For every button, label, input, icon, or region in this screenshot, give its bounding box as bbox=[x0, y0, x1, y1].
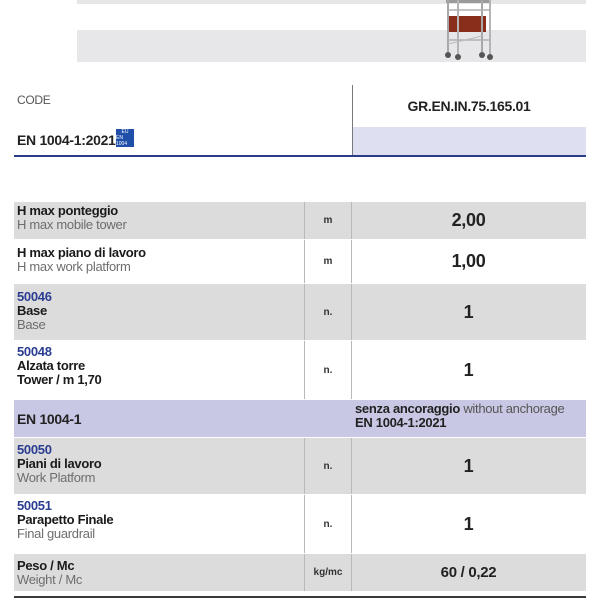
table-row bbox=[14, 495, 586, 554]
row-label bbox=[17, 499, 113, 541]
row-value: 2,00 bbox=[451, 210, 486, 230]
row-unit: m bbox=[304, 202, 352, 239]
table-row bbox=[14, 341, 586, 400]
row-unit: m bbox=[304, 240, 352, 283]
row-label-it: Alzata torre bbox=[17, 358, 85, 373]
product-image-band bbox=[77, 0, 586, 62]
row-value: 1 bbox=[463, 455, 474, 476]
section-row bbox=[14, 400, 586, 438]
row-label bbox=[17, 559, 82, 587]
row-label-en: Final guardrail bbox=[17, 526, 95, 541]
table-row bbox=[14, 554, 586, 592]
row-label-it: Peso / Mc bbox=[17, 558, 75, 573]
section-note-en: without anchorage bbox=[463, 401, 565, 416]
row-unit: kg/mc bbox=[304, 554, 352, 591]
code-value-fill bbox=[353, 127, 586, 155]
row-label-en: Weight / Mc bbox=[17, 572, 83, 587]
row-label bbox=[17, 290, 52, 332]
section-label: EN 1004-1 bbox=[17, 410, 82, 427]
standard-label: EN 1004-1:2021 bbox=[17, 132, 116, 148]
table-row bbox=[14, 438, 586, 495]
row-value: 1 bbox=[463, 513, 474, 534]
row-label-it: H max piano di lavoro bbox=[17, 245, 146, 260]
table-row bbox=[14, 284, 586, 341]
table-bottom-rule bbox=[14, 596, 586, 598]
row-code: 50046 bbox=[17, 289, 52, 304]
row-value: 60 / 0,22 bbox=[440, 564, 497, 581]
row-code: 50050 bbox=[17, 442, 52, 457]
table-row bbox=[14, 240, 586, 284]
row-unit: n. bbox=[304, 341, 352, 399]
row-label-it: H max ponteggio bbox=[17, 203, 118, 218]
table-row bbox=[14, 202, 586, 240]
code-label: CODE bbox=[17, 93, 51, 107]
row-unit: n. bbox=[304, 284, 352, 340]
code-table-bottom-rule bbox=[14, 155, 586, 157]
band-top-strip bbox=[77, 0, 586, 4]
row-unit: n. bbox=[304, 495, 352, 553]
row-label-en: Work Platform bbox=[17, 470, 96, 485]
row-label-en: Base bbox=[17, 317, 46, 332]
row-unit: n. bbox=[304, 438, 352, 494]
row-label bbox=[17, 246, 146, 274]
row-label-it: Base bbox=[17, 303, 47, 318]
row-value: 1,00 bbox=[451, 251, 486, 271]
row-code: 50051 bbox=[17, 498, 52, 513]
row-label bbox=[17, 204, 126, 232]
section-note-it: senza ancoraggio bbox=[355, 401, 461, 416]
eu-flag-icon bbox=[116, 129, 134, 147]
row-label-en: H max work platform bbox=[17, 259, 131, 274]
row-label-it: Piani di lavoro bbox=[17, 456, 102, 471]
row-label bbox=[17, 443, 101, 485]
row-value: 1 bbox=[463, 301, 474, 322]
eu-flag-top-text: EU bbox=[121, 129, 129, 135]
row-label-it: Parapetto Finale bbox=[17, 512, 114, 527]
band-grey-fill bbox=[77, 30, 586, 62]
section-note-std: EN 1004-1:2021 bbox=[355, 415, 447, 430]
mobile-tower-image bbox=[442, 0, 497, 62]
row-code: 50048 bbox=[17, 344, 52, 359]
row-value: 1 bbox=[463, 359, 474, 380]
eu-flag-bottom-text: EN 1004 bbox=[116, 135, 128, 147]
row-label-en: H max mobile tower bbox=[17, 217, 127, 232]
spec-table bbox=[14, 202, 586, 592]
section-note bbox=[355, 402, 564, 430]
row-label bbox=[17, 345, 101, 387]
product-code: GR.EN.IN.75.165.01 bbox=[407, 98, 531, 114]
row-label-en: Tower / m 1,70 bbox=[17, 372, 102, 387]
